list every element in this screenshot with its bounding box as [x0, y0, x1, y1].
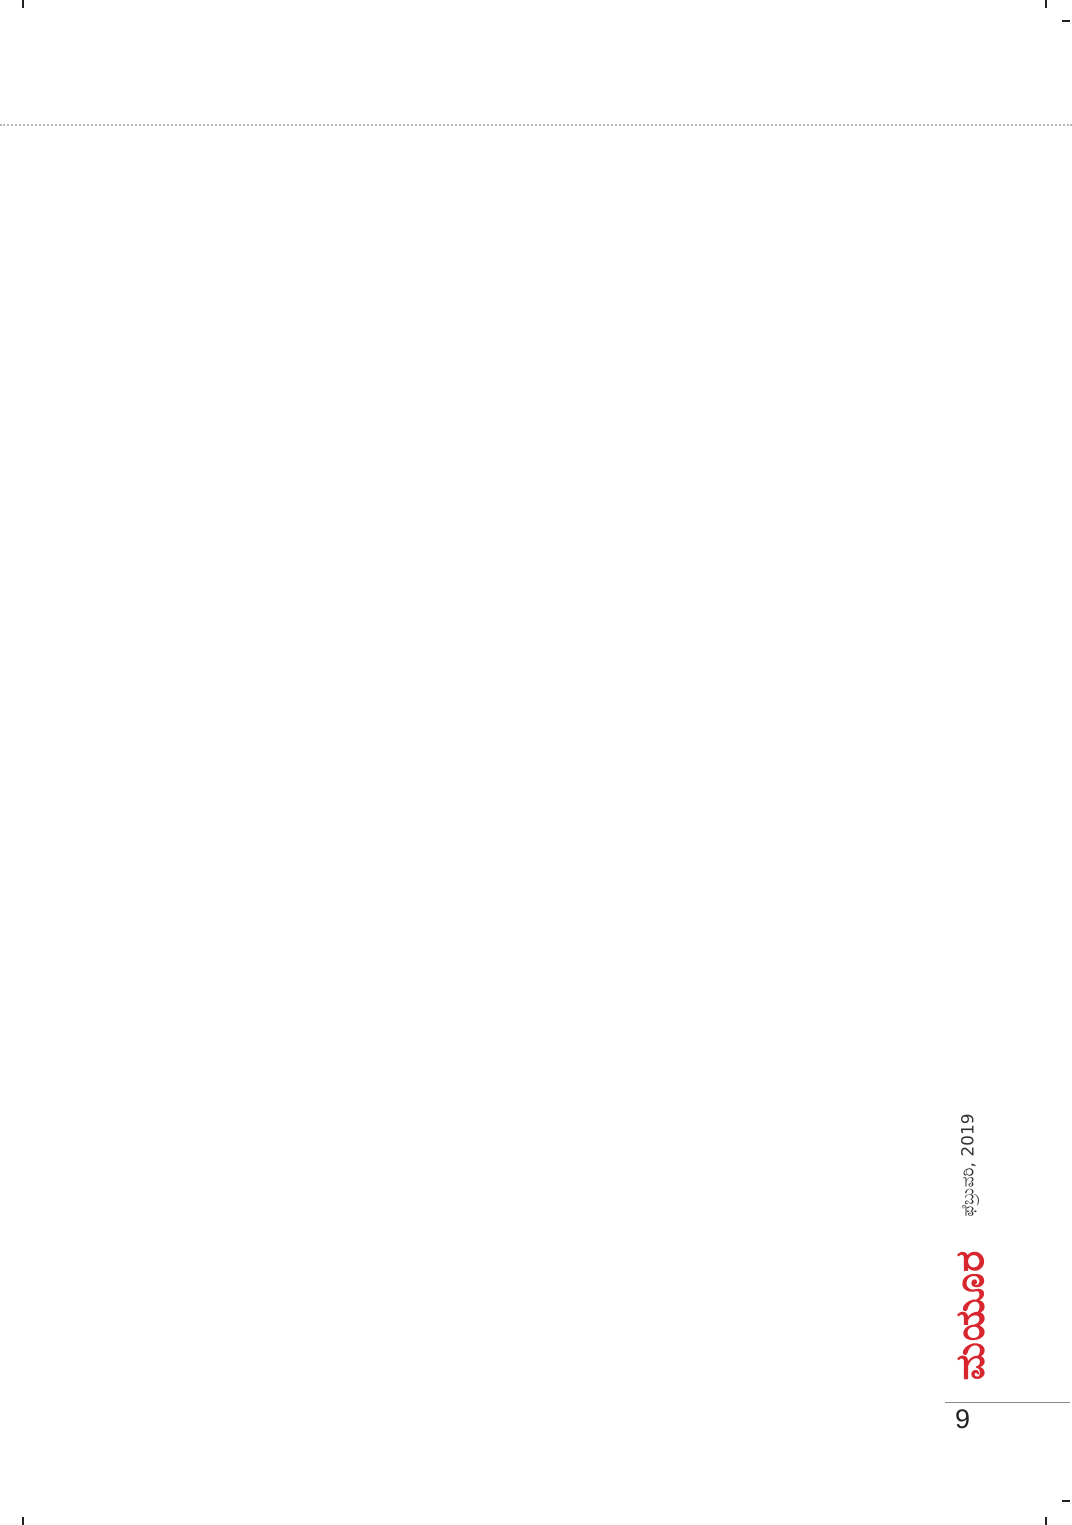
body-line [116, 946, 920, 979]
crop-mark-bottom-left [22, 1517, 24, 1525]
body-line [116, 652, 920, 685]
body-line [116, 294, 920, 327]
body-line [116, 913, 920, 946]
crop-mark-top-left [22, 0, 24, 8]
body-line [116, 261, 920, 294]
body-line [116, 1337, 920, 1370]
body-line [116, 555, 920, 588]
masthead-text: ಮಯೂರ [947, 1249, 993, 1381]
body-line [116, 489, 920, 522]
body-line [116, 1369, 920, 1402]
body-line [116, 1174, 920, 1207]
body-line [116, 1109, 920, 1142]
body-line [116, 359, 920, 392]
body-line [116, 1272, 920, 1305]
body-line [116, 620, 920, 653]
issue-date [956, 1090, 982, 1240]
body-line [116, 229, 920, 262]
body-line [116, 978, 920, 1011]
body-line [116, 750, 920, 783]
body-line [116, 424, 920, 457]
article-body [116, 196, 920, 1467]
body-line [116, 1402, 920, 1435]
body-line [116, 1076, 920, 1109]
body-line [116, 880, 920, 913]
body-line [116, 1239, 920, 1272]
body-line [116, 392, 920, 425]
body-line [116, 685, 920, 718]
page-number: 9 [955, 1404, 971, 1434]
body-line [116, 1043, 920, 1076]
body-line [116, 1206, 920, 1239]
body-line [116, 587, 920, 620]
body-line [116, 783, 920, 816]
body-line [116, 1011, 920, 1044]
crop-mark-right-lower [1062, 1500, 1070, 1502]
crop-mark-right-upper [1062, 20, 1070, 22]
body-line [116, 522, 920, 555]
issue-date-text: ಫೆಬ್ರುವರಿ, 2019 [959, 1113, 980, 1217]
header-dotted-rule [0, 124, 1072, 126]
body-line [116, 1141, 920, 1174]
crop-mark-bottom-right [1045, 1517, 1047, 1525]
body-line [116, 457, 920, 490]
magazine-masthead [947, 1249, 993, 1381]
body-line [116, 326, 920, 359]
body-line [116, 718, 920, 751]
folio-rule [945, 1402, 1070, 1403]
body-line [116, 848, 920, 881]
body-line [116, 196, 920, 229]
body-line [116, 1304, 920, 1337]
crop-mark-top-right [1045, 0, 1047, 8]
body-line [116, 815, 920, 848]
body-line [116, 1435, 920, 1468]
